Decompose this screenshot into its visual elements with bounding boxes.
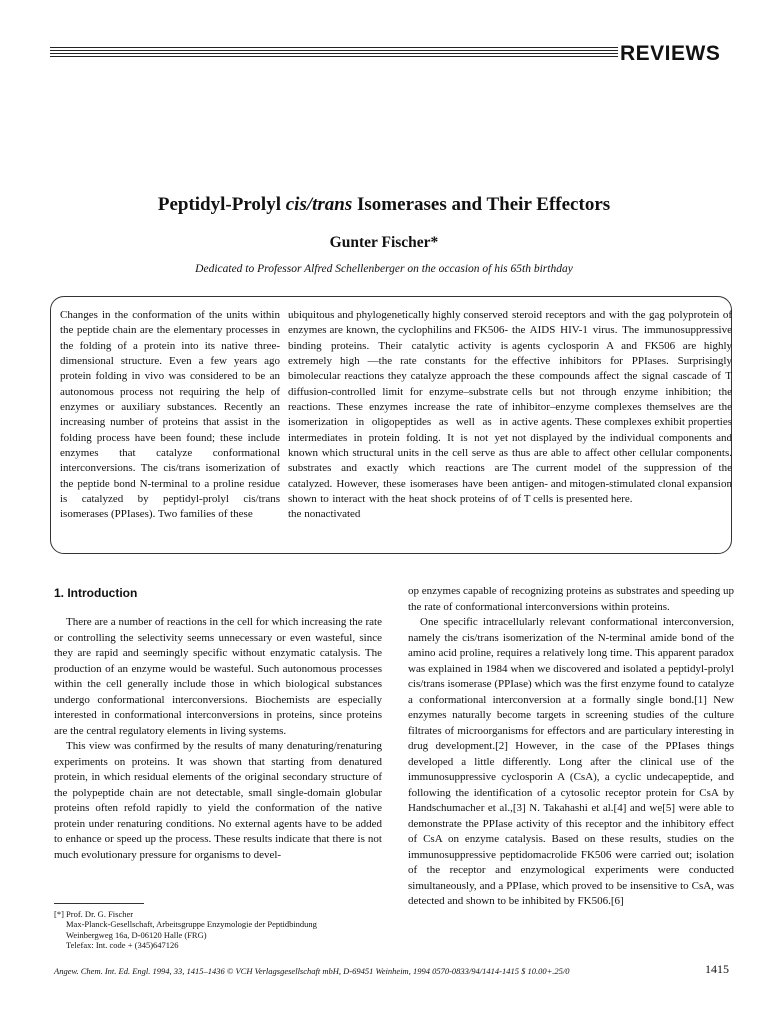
- footnote-line: Weinbergweg 16a, D-06120 Halle (FRG): [66, 929, 207, 940]
- body-column-right: [408, 584, 734, 910]
- paragraph: op enzymes capable of recognizing proteins as substrates and speeding up the rate of conformational interconversions within proteins.: [408, 585, 734, 613]
- header-rule: [50, 47, 618, 61]
- page-number: 1415: [705, 962, 729, 976]
- abstract-column-3: steroid receptors and with the gag polyprotein of the AIDS HIV-1 virus. The immunosuppressive agents cyclosporin A and FK506 are highly effective inhibitors for PPIases. Surprisingly these compounds affect the signal cascade of T cells but not through enzyme inhibition; the inhibitor–enzyme complexes themselves are the active agents. These complexes exhibit properties not displayed by the individual components and thus are able to affect other cellular components. The current model of the suppression of the antigen- and mitogen-stimulated clonal expansion of T cells is presented here.: [512, 309, 732, 506]
- title-italic: cis/trans: [285, 194, 353, 215]
- footnote-line: Max-Planck-Gesellschaft, Arbeitsgruppe Enzymologie der Peptidbindung: [66, 919, 317, 930]
- abstract-column-2: ubiquitous and phylogenetically highly conserved enzymes are known, the cyclophilins and FK506-binding proteins. Their catalytic activity is extremely high —the rate constants for the bimolecular reactions they catalyze approach the diffusion-controlled limit for enzyme–substrate reactions. These enzymes increase the rate of isomerization in oligopeptides as well as in intermediates in protein folding. It is not yet known which structural units in the cell serve as substrates and exactly which reactions are catalyzed. However, these isomerases have been shown to interact with the heat shock proteins of the nonactivated: [288, 309, 508, 521]
- footnote-line: Telefax: Int. code + (345)647126: [66, 939, 179, 950]
- journal-citation: Angew. Chem. Int. Ed. Engl. 1994, 33, 1415–1436 © VCH Verlagsgesellschaft mbH, D-69451 Weinheim, 1994 0570-0833/94/1414-1415 $ 10.00+.25/0: [54, 966, 570, 976]
- body-column-left: [54, 615, 382, 863]
- title-start: Peptidyl-Prolyl: [157, 194, 286, 215]
- abstract-column-1: Changes in the conformation of the units within the peptide chain are the elementary processes in the folding of a protein into its native three-dimensional structure. Even a few years ago protein folding in vivo was considered to be an autonomous process not requiring the help of enzymes or auxiliary substances. Recently an increasing number of proteins that assist in the folding process have been found; these include enzymes that catalyze conformational interconversions. The cis/trans isomerization of the peptide bond N-terminal to a proline residue is catalyzed by peptidyl-prolyl cis/trans isomerases (PPIases). Two families of these: [60, 309, 280, 521]
- dedication: Dedicated to Professor Alfred Schellenberger on the occasion of his 65th birthday: [195, 263, 573, 275]
- title-end: Isomerases and Their Effectors: [352, 194, 611, 215]
- author-name: Gunter Fischer*: [329, 234, 439, 251]
- article-title: [0, 194, 768, 216]
- footnote-rule: [54, 903, 144, 904]
- section-label: REVIEWS: [620, 42, 721, 65]
- paragraph: There are a number of reactions in the cell for which increasing the rate or controlling the selectivity seems unnecessary or even wasteful, since they are rapid and seemingly specific without enzymatic catalysis. The production of an enzyme would be wasteful. Such autonomous processes within the cell generally include those in which biological substances undergo conformational interconversions. Biochemists are especially interested in conformational interconversions in proteins, since proteins are the central regulatory elements in living systems.: [54, 616, 382, 737]
- section-heading: 1. Introduction: [54, 586, 138, 600]
- paragraph: This view was confirmed by the results of many denaturing/renaturing experiments on proteins. It was shown that starting from denatured protein, in which residual elements of the original secondary structure of the polypeptide chain are not detectable, small single-domain globular proteins often refold rapidly to yield the conformation of the native protein under renaturing conditions. No external agents have to be added to enhance or speed up the process. These results indicate that there is not much evolutionary pressure for organisms to devel-: [54, 740, 382, 861]
- paragraph: One specific intracellularly relevant conformational interconversion, namely the cis/trans isomerization of the N-terminal amide bond of the amino acid proline, requires a relatively long time. This apparent paradox was explained in 1984 when we discovered and isolated a peptidyl-prolyl cis/trans isomerase (PPIase) which was the first enzyme found to catalyze a conformational interconversion at a formally single bond.[1] New enzymes naturally become targets in screening studies of the culture filtrates of microorganisms for effectors and are particulary interesting in drug development.[2] However, in the case of the PPIases things developed a little differently. Long after the clinical use of the immunosuppressive cyclosporin A (CsA), a cyclic undecapeptide, and following the identification of a cytosolic receptor protein for CsA by Handschumacher et al.,[3] N. Takahashi et al.[4] and we[5] were able to demonstrate the PPIase activity of this receptor and the inhibitory effect of CsA on enzyme catalysis. Based on these results, studies on the immunosuppressive peptidomacrolide FK506 were carried out; isolation of the receptor and enzymological experiments were conducted simultaneously, and a PPIase, which proved to be insensitive to CsA, was detected and shown to be inhibited by FK506.[6]: [408, 616, 734, 907]
- author-footnote: [54, 909, 394, 950]
- footnote-line: [*] Prof. Dr. G. Fischer: [54, 909, 134, 919]
